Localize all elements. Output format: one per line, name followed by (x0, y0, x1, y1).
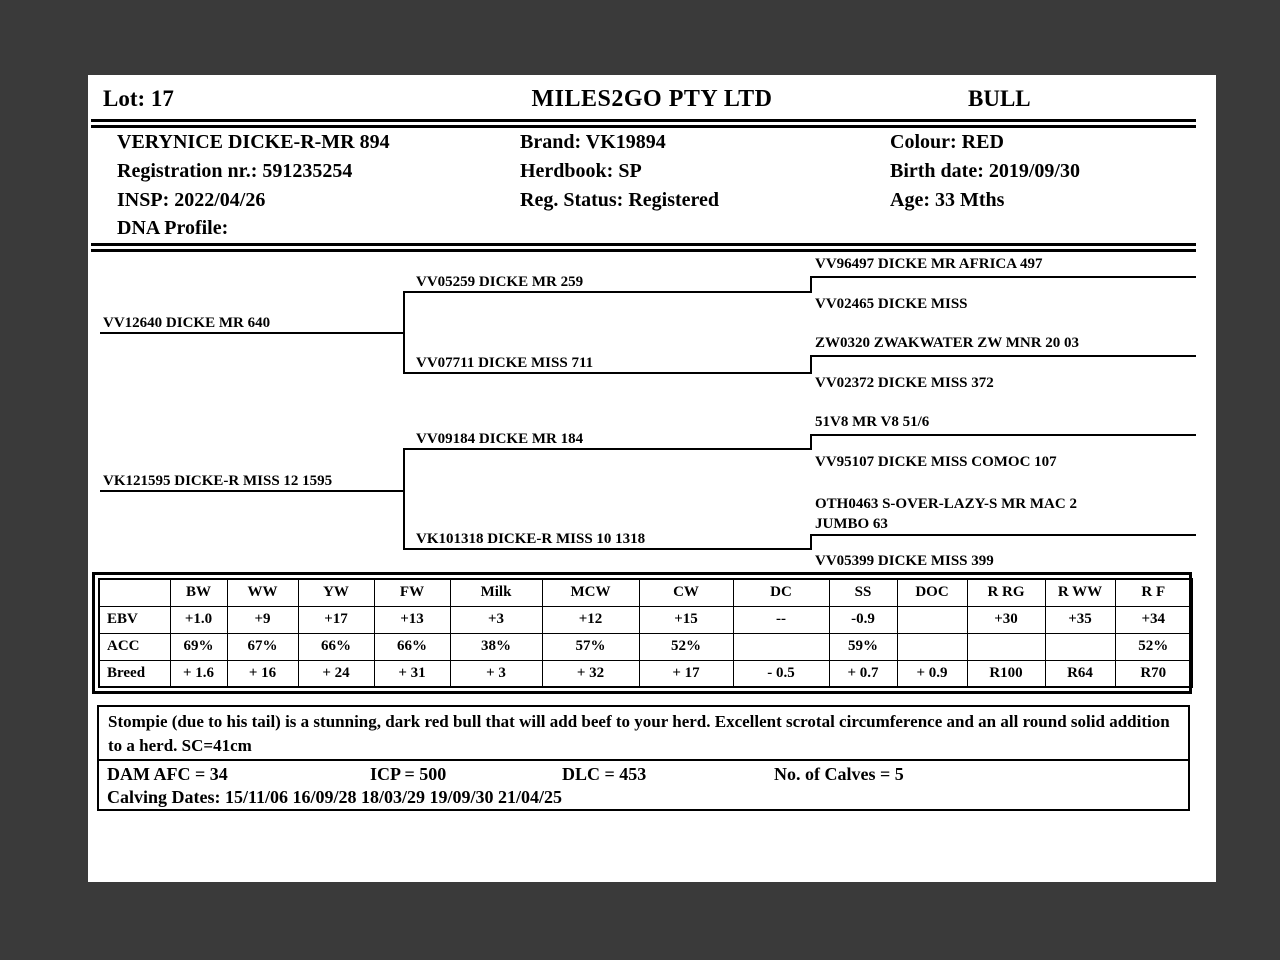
pedigree-gen3-name: VV02465 DICKE MISS (815, 296, 968, 312)
pedigree-sire: VV12640 DICKE MR 640 (103, 315, 271, 331)
table-cell: R100 (967, 660, 1045, 687)
ebv-row (99, 606, 1192, 633)
pedigree-line (810, 355, 1196, 357)
sale-comment: Stompie (due to his tail) is a stunning, dark red bull that will add beef to your herd. Excellent scrotal circumference and an all round solid addition to a herd. SC=41cm (99, 707, 1188, 761)
table-cell: + 0.7 (829, 660, 897, 687)
details-divider (91, 243, 1196, 252)
pedigree-line (403, 448, 810, 450)
insp-date: INSP: 2022/04/26 (117, 189, 266, 211)
ebv-header-row (99, 579, 1192, 606)
pedigree-line (100, 490, 403, 492)
table-cell: R64 (1045, 660, 1115, 687)
ebv-table-frame (92, 572, 1192, 694)
table-cell: 38% (450, 633, 542, 660)
company-title: MILES2GO PTY LTD (531, 86, 773, 112)
age: Age: 33 Mths (890, 189, 1005, 211)
table-cell: 69% (170, 633, 227, 660)
table-cell: +3 (450, 606, 542, 633)
table-header-cell: SS (829, 579, 897, 606)
pedigree-line (810, 534, 1196, 536)
breed-row (99, 660, 1192, 687)
pedigree-line (100, 332, 403, 334)
table-header-cell: DC (733, 579, 829, 606)
table-cell: +13 (374, 606, 450, 633)
pedigree-gen3-name: VV02372 DICKE MISS 372 (815, 375, 994, 391)
table-cell (1045, 633, 1115, 660)
table-header-cell: CW (639, 579, 733, 606)
table-cell: +35 (1045, 606, 1115, 633)
dlc: DLC = 453 (562, 764, 647, 784)
row-label: EBV (99, 606, 170, 633)
animal-category: BULL (968, 86, 1031, 111)
table-cell: -- (733, 606, 829, 633)
herdbook: Herdbook: SP (520, 160, 642, 182)
pedigree-dam: VK121595 DICKE-R MISS 12 1595 (103, 473, 333, 489)
table-cell: 52% (639, 633, 733, 660)
table-cell: + 32 (542, 660, 639, 687)
table-header-cell: Milk (450, 579, 542, 606)
pedigree-line (403, 291, 405, 374)
table-cell (733, 633, 829, 660)
animal-name: VERYNICE DICKE-R-MR 894 (117, 131, 390, 153)
pedigree-gen3-name: 51V8 MR V8 51/6 (815, 414, 930, 430)
pedigree-line (810, 534, 812, 550)
table-header-cell (99, 579, 170, 606)
table-cell (967, 633, 1045, 660)
table-cell: +17 (298, 606, 374, 633)
dam-afc: DAM AFC = 34 (107, 764, 228, 784)
table-cell (897, 606, 967, 633)
table-cell: +12 (542, 606, 639, 633)
pedigree-line (403, 291, 810, 293)
pedigree-line (810, 434, 1196, 436)
table-header-cell: FW (374, 579, 450, 606)
table-header-cell: YW (298, 579, 374, 606)
table-cell: +15 (639, 606, 733, 633)
pedigree-gen2-name: VV09184 DICKE MR 184 (416, 431, 584, 447)
reg-status: Reg. Status: Registered (520, 189, 720, 211)
pedigree-gen2-name: VV05259 DICKE MR 259 (416, 274, 584, 290)
calving-dates: Calving Dates: 15/11/06 16/09/28 18/03/29 19/09/30 21/04/25 (107, 787, 563, 807)
table-cell: -0.9 (829, 606, 897, 633)
table-header-cell: R WW (1045, 579, 1115, 606)
pedigree-line (810, 276, 1196, 278)
table-cell: 66% (298, 633, 374, 660)
pedigree-gen3-name: VV95107 DICKE MISS COMOC 107 (815, 454, 1057, 470)
table-cell: 66% (374, 633, 450, 660)
birth-date: Birth date: 2019/09/30 (890, 160, 1080, 182)
row-label: ACC (99, 633, 170, 660)
table-header-cell: DOC (897, 579, 967, 606)
table-cell: - 0.5 (733, 660, 829, 687)
table-header-cell: BW (170, 579, 227, 606)
table-cell: + 24 (298, 660, 374, 687)
table-cell: + 31 (374, 660, 450, 687)
table-cell: 67% (227, 633, 298, 660)
breeding-stats (99, 761, 1188, 809)
table-cell: +30 (967, 606, 1045, 633)
table-cell: R70 (1115, 660, 1192, 687)
calves-count: No. of Calves = 5 (774, 764, 904, 784)
catalog-page (88, 75, 1216, 882)
notes-box (97, 705, 1190, 811)
table-cell: 52% (1115, 633, 1192, 660)
header-divider (91, 119, 1196, 128)
pedigree-line (403, 548, 810, 550)
table-cell: +1.0 (170, 606, 227, 633)
table-cell: 59% (829, 633, 897, 660)
row-label: Breed (99, 660, 170, 687)
pedigree-line (810, 434, 812, 450)
pedigree-gen2-name: VV07711 DICKE MISS 711 (416, 355, 594, 371)
table-header-cell: R F (1115, 579, 1192, 606)
dna-profile: DNA Profile: (117, 217, 229, 239)
table-cell: + 17 (639, 660, 733, 687)
pedigree-gen3-name: VV96497 DICKE MR AFRICA 497 (815, 256, 1043, 272)
table-header-cell: WW (227, 579, 298, 606)
table-cell: 57% (542, 633, 639, 660)
pedigree-line (810, 355, 812, 374)
brand: Brand: VK19894 (520, 131, 666, 153)
table-cell: + 0.9 (897, 660, 967, 687)
pedigree-gen3-name: OTH0463 S-OVER-LAZY-S MR MAC 2 JUMBO 63 (815, 496, 1077, 533)
acc-row (99, 633, 1192, 660)
table-header-cell: R RG (967, 579, 1045, 606)
pedigree-line (810, 276, 812, 293)
table-cell: + 3 (450, 660, 542, 687)
table-cell (897, 633, 967, 660)
pedigree-line (403, 372, 810, 374)
pedigree-gen3-name: VV05399 DICKE MISS 399 (815, 553, 994, 569)
registration-number: Registration nr.: 591235254 (117, 160, 353, 182)
pedigree-gen2-name: VK101318 DICKE-R MISS 10 1318 (416, 531, 646, 547)
table-cell: + 16 (227, 660, 298, 687)
table-cell: +9 (227, 606, 298, 633)
pedigree-line (403, 448, 405, 550)
table-cell: +34 (1115, 606, 1192, 633)
icp: ICP = 500 (370, 764, 447, 784)
table-header-cell: MCW (542, 579, 639, 606)
colour: Colour: RED (890, 131, 1004, 153)
lot-number: Lot: 17 (103, 86, 174, 111)
pedigree-gen3-name: ZW0320 ZWAKWATER ZW MNR 20 03 (815, 335, 1080, 351)
ebv-table (98, 578, 1193, 688)
table-cell: + 1.6 (170, 660, 227, 687)
